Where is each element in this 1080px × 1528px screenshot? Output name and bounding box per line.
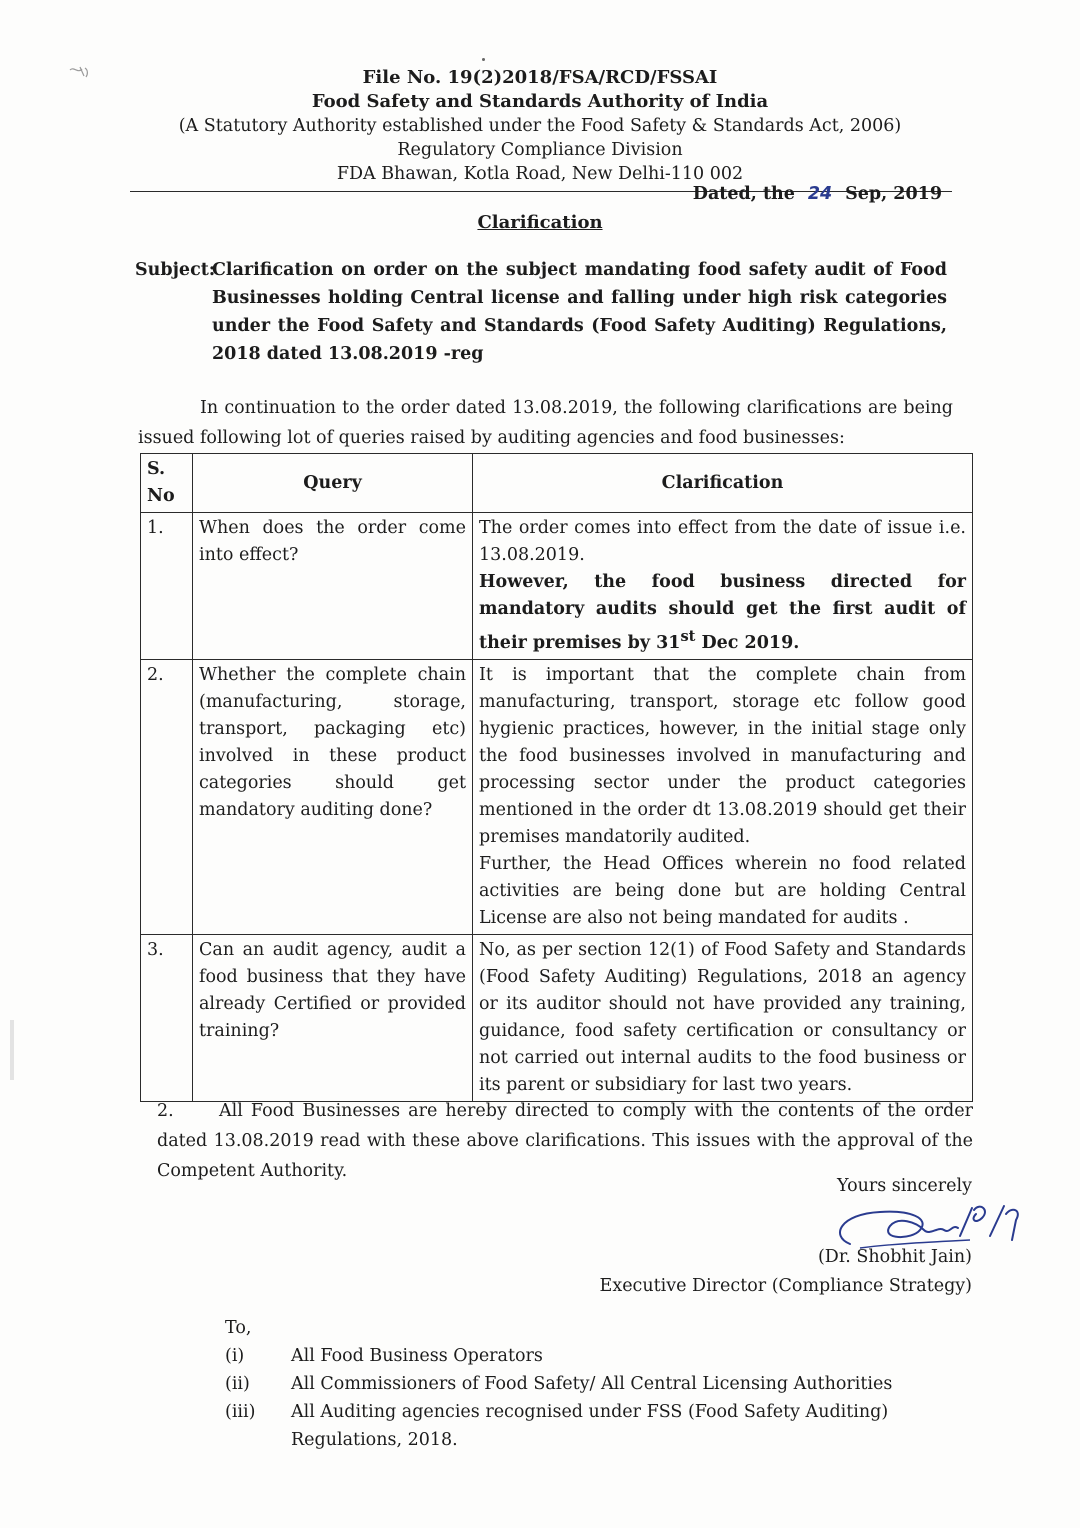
intro-paragraph <box>138 393 953 453</box>
subject-text: Clarification on order on the subject mandating food safety audit of Food Businesses holding Central license and falling under high risk categories under the Food Safety and Standards (Food Safety Auditing) Regulations, 2018 dated 13.08.2019 -reg <box>212 260 947 364</box>
address-line: FDA Bhawan, Kotla Road, New Delhi-110 002 <box>336 164 744 184</box>
row-clarification <box>473 513 973 660</box>
clarification-text: The order comes into effect from the date of issue i.e. 13.08.2019. <box>479 518 966 565</box>
row-query: When does the order come into effect? <box>193 513 473 660</box>
row-clarification <box>473 659 973 934</box>
directive-text: All Food Businesses are hereby directed to comply with the contents of the order dated 13.08.2019 read with these above clarifications. This issues with the approval of the Competent Authority. <box>157 1101 973 1181</box>
clarification-text: It is important that the complete chain from manufacturing, transport, storage etc follow good hygienic practices, however, in the initial stage only the food businesses involved in manufacturing and processing sector under the product categories mentioned in the order dt 13.08.2019 should get their premises mandatorily audited. <box>479 664 966 847</box>
stray-pen-mark <box>68 64 92 82</box>
signatory-designation: Executive Director (Compliance Strategy) <box>599 1276 972 1296</box>
statutory-line: (A Statutory Authority established under the Food Safety & Standards Act, 2006) <box>178 116 902 136</box>
table-row <box>141 513 973 660</box>
ordinal-suffix: st <box>680 628 696 645</box>
clarification-table <box>140 453 973 1102</box>
clarification-text: Further, the Head Offices wherein no food related activities are being done but are holding Central License are also not being mandated for audits . <box>479 853 966 928</box>
header-query: Query <box>193 454 473 513</box>
row-query: Can an audit agency, audit a food business that they have already Certified or provided training? <box>193 934 473 1101</box>
organization-name: Food Safety and Standards Authority of India <box>311 91 769 112</box>
file-number: File No. 19(2)2018/FSA/RCD/FSSAI <box>362 67 718 88</box>
emphasis-date: Dec 2019. <box>695 632 800 653</box>
list-item <box>225 1398 985 1454</box>
list-text: All Food Business Operators <box>291 1346 543 1366</box>
date-line <box>693 184 942 204</box>
clarification-emphasis <box>479 569 966 657</box>
table-row <box>141 659 973 934</box>
list-item <box>225 1370 985 1398</box>
intro-text: In continuation to the order dated 13.08.2019, the following clarifications are being issued following lot of queries raised by auditing agencies and food businesses: <box>138 398 953 448</box>
signatory-name: (Dr. Shobhit Jain) <box>817 1247 972 1267</box>
subject-block <box>135 256 947 368</box>
document-title: Clarification <box>477 212 603 233</box>
header-clarification: Clarification <box>473 454 973 513</box>
emphasis-text: However, the food business directed for mandatory audits should get the first audit of their premises by 31 <box>479 572 966 653</box>
letterhead <box>130 66 950 186</box>
scan-speck <box>482 58 485 61</box>
table-header-row <box>141 454 973 513</box>
to-label: To, <box>225 1318 252 1338</box>
handwritten-day: 24 <box>807 184 833 204</box>
division-name: Regulatory Compliance Division <box>397 140 683 160</box>
dated-month-year: Sep, 2019 <box>845 184 942 204</box>
scan-edge-shadow <box>10 1020 14 1080</box>
closing-salutation: Yours sincerely <box>837 1176 972 1196</box>
list-text: All Commissioners of Food Safety/ All Central Licensing Authorities <box>291 1374 893 1394</box>
list-index: (i) <box>225 1346 245 1366</box>
list-text: All Auditing agencies recognised under FSS (Food Safety Auditing) Regulations, 2018. <box>291 1402 889 1450</box>
row-sno: 3. <box>141 934 193 1101</box>
row-sno: 2. <box>141 659 193 934</box>
row-query: Whether the complete chain (manufacturing, storage, transport, packaging etc) involved in these product categories should get mandatory auditing done? <box>193 659 473 934</box>
subject-label: Subject: <box>135 260 216 280</box>
header-sno: S. No <box>141 454 193 513</box>
row-clarification: No, as per section 12(1) of Food Safety and Standards (Food Safety Auditing) Regulations, 2018 an agency or its auditor should not have provided any training, guidance, food safety certification or consultancy or not carried out internal audits to the food business or its parent or subsidiary for last two years. <box>473 934 973 1101</box>
list-index: (ii) <box>225 1374 250 1394</box>
distribution-list <box>225 1314 985 1454</box>
table-row <box>141 934 973 1101</box>
paragraph-number: 2. <box>157 1101 174 1121</box>
row-sno: 1. <box>141 513 193 660</box>
dated-label: Dated, the <box>692 184 795 204</box>
list-index: (iii) <box>225 1402 256 1422</box>
list-item <box>225 1342 985 1370</box>
directive-paragraph <box>157 1096 973 1186</box>
